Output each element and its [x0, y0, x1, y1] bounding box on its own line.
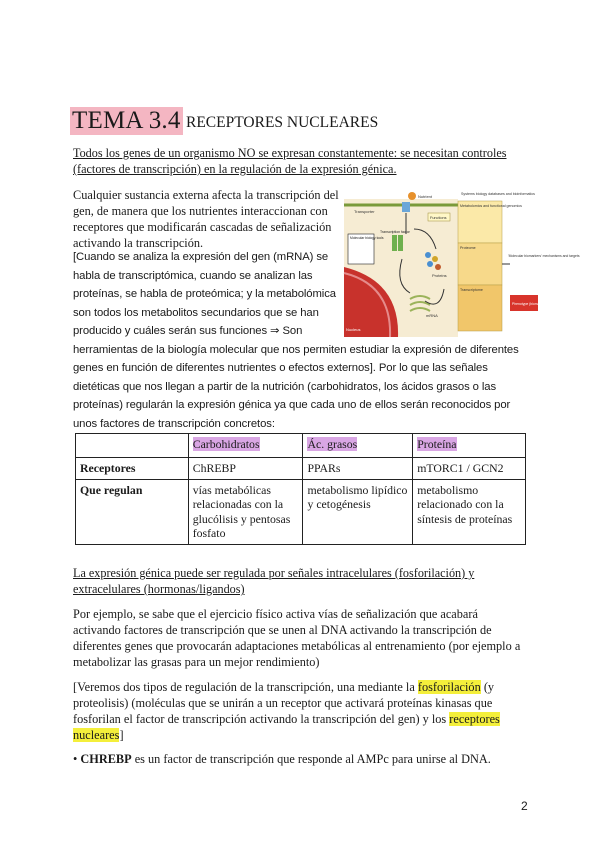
paragraph-3: Por ejemplo, se sabe que el ejercicio físico activa vías de señalización que acabará activando factores de transcripción que se unen al DNA activando la transcripción de diferentes genes que provocarán adaptaciones metabólicas al entrenamiento (por ejemplo a metabolizar las grasas para un mejor rendimiento)	[73, 607, 521, 669]
bullet-marker: •	[73, 752, 78, 766]
table-row	[76, 479, 526, 544]
table-cell	[76, 434, 189, 458]
svg-text:'Molecular biomarkers' mechani: 'Molecular biomarkers' mechanisms and targets	[508, 254, 580, 258]
bullet-chrebp	[73, 751, 525, 767]
molecular-biology-figure	[340, 189, 580, 337]
table-header-row	[76, 434, 526, 458]
title-highlight	[70, 107, 183, 135]
bullet-text: es un factor de transcripción que responde al AMPc para unirse al DNA.	[134, 752, 491, 766]
table-cell: vías metabólicas relacionadas con la glucólisis y pentosas fosfato	[188, 479, 303, 544]
row-label-que-regulan: Que regulan	[76, 479, 189, 544]
svg-text:Molecular biology tools: Molecular biology tools	[350, 236, 384, 240]
table-cell: PPARs	[303, 458, 413, 480]
svg-text:Transporter: Transporter	[354, 209, 375, 214]
header-ac-grasos: Ác. grasos	[307, 437, 358, 451]
svg-text:Proteome: Proteome	[460, 246, 476, 250]
svg-text:Nutrient: Nutrient	[418, 194, 433, 199]
row-label-receptores: Receptores	[76, 458, 189, 480]
svg-text:Functions: Functions	[430, 216, 447, 220]
table-cell	[413, 434, 526, 458]
svg-text:Phenotype (biomarker): Phenotype (biomarker)	[512, 302, 547, 306]
svg-text:Transcriptome: Transcriptome	[460, 288, 483, 292]
section-2-heading: La expresión génica puede ser regulada por señales intracelulares (fosforilación) y extracelulares (hormonas/ligandos)	[73, 566, 475, 596]
highlight-fosforilacion: fosforilación	[417, 680, 481, 694]
intro-paragraph: Todos los genes de un organismo NO se expresan constantemente: se necesitan controles (factores de transcripción) en la regulación de la expresión génica.	[73, 146, 507, 176]
bullet-term: CHREBP	[80, 752, 132, 766]
transporter-shape	[402, 202, 410, 212]
paragraph-4: [Veremos dos tipos de regulación de la transcripción, una mediante la fosforilación (y proteolisis) (moléculas que se unirán a un receptor que activará proteínas kinasas que fosforilan el factor de transcripción activando la transcripción del gen) y los receptores nucleares]	[73, 680, 500, 742]
table-cell	[303, 434, 413, 458]
paragraph-2-full: herramientas de la biología molecular que nos permiten estudiar la expresión de diferentes genes en función de diferentes nutrientes o efectos externos]. Por lo que las señales dietéticas que nos llegan a partir de la nutrición (carbohidratos, los ácidos grasos o las proteínas) regularán la expresión génica ya que cada uno de ellos serán reconocidos por unos factores de transcripción concretos:	[73, 343, 519, 430]
table-cell	[188, 434, 303, 458]
receptors-table	[75, 433, 526, 545]
table-cell: metabolismo lipídico y cetogénesis	[303, 479, 413, 544]
table-cell: mTORC1 / GCN2	[413, 458, 526, 480]
svg-text:Metabolomics and functional ge: Metabolomics and functional genomics	[460, 204, 522, 208]
table-cell: ChREBP	[188, 458, 303, 480]
svg-text:Transcription factor: Transcription factor	[380, 230, 410, 234]
header-carbohidratos: Carbohidratos	[192, 437, 260, 451]
paragraph-2-left: [Cuando se analiza la expresión del gen (mRNA) se habla de transcriptómica, cuando se analizan las proteínas, se habla de proteómica; y la metabolómica son todos los metabolitos secundarios que se han producido y cuáles serán sus funciones ⇒ Son	[73, 251, 336, 337]
svg-text:Proteins: Proteins	[432, 273, 447, 278]
nutrient-dot	[408, 192, 416, 200]
header-proteina: Proteína	[417, 437, 457, 451]
title-main: TEMA 3.4	[72, 107, 181, 134]
svg-text:mRNA: mRNA	[426, 313, 438, 318]
table-row	[76, 458, 526, 480]
page-number: 2	[521, 799, 528, 813]
highlight-receptores-nucleares: receptores nucleares	[73, 712, 500, 742]
paragraph-1: Cualquier sustancia externa afecta la transcripción del gen, de manera que los nutrientes interaccionan con receptores que modificarán cascadas de señalización activando la transcripción.	[73, 188, 339, 250]
title-sub: RECEPTORES NUCLEARES	[186, 114, 379, 131]
svg-text:Nucleus: Nucleus	[346, 327, 361, 332]
table-cell: metabolismo relacionado con la síntesis de proteínas	[413, 479, 526, 544]
svg-text:Systems biology databases and: Systems biology databases and bioinformatics	[461, 192, 535, 196]
